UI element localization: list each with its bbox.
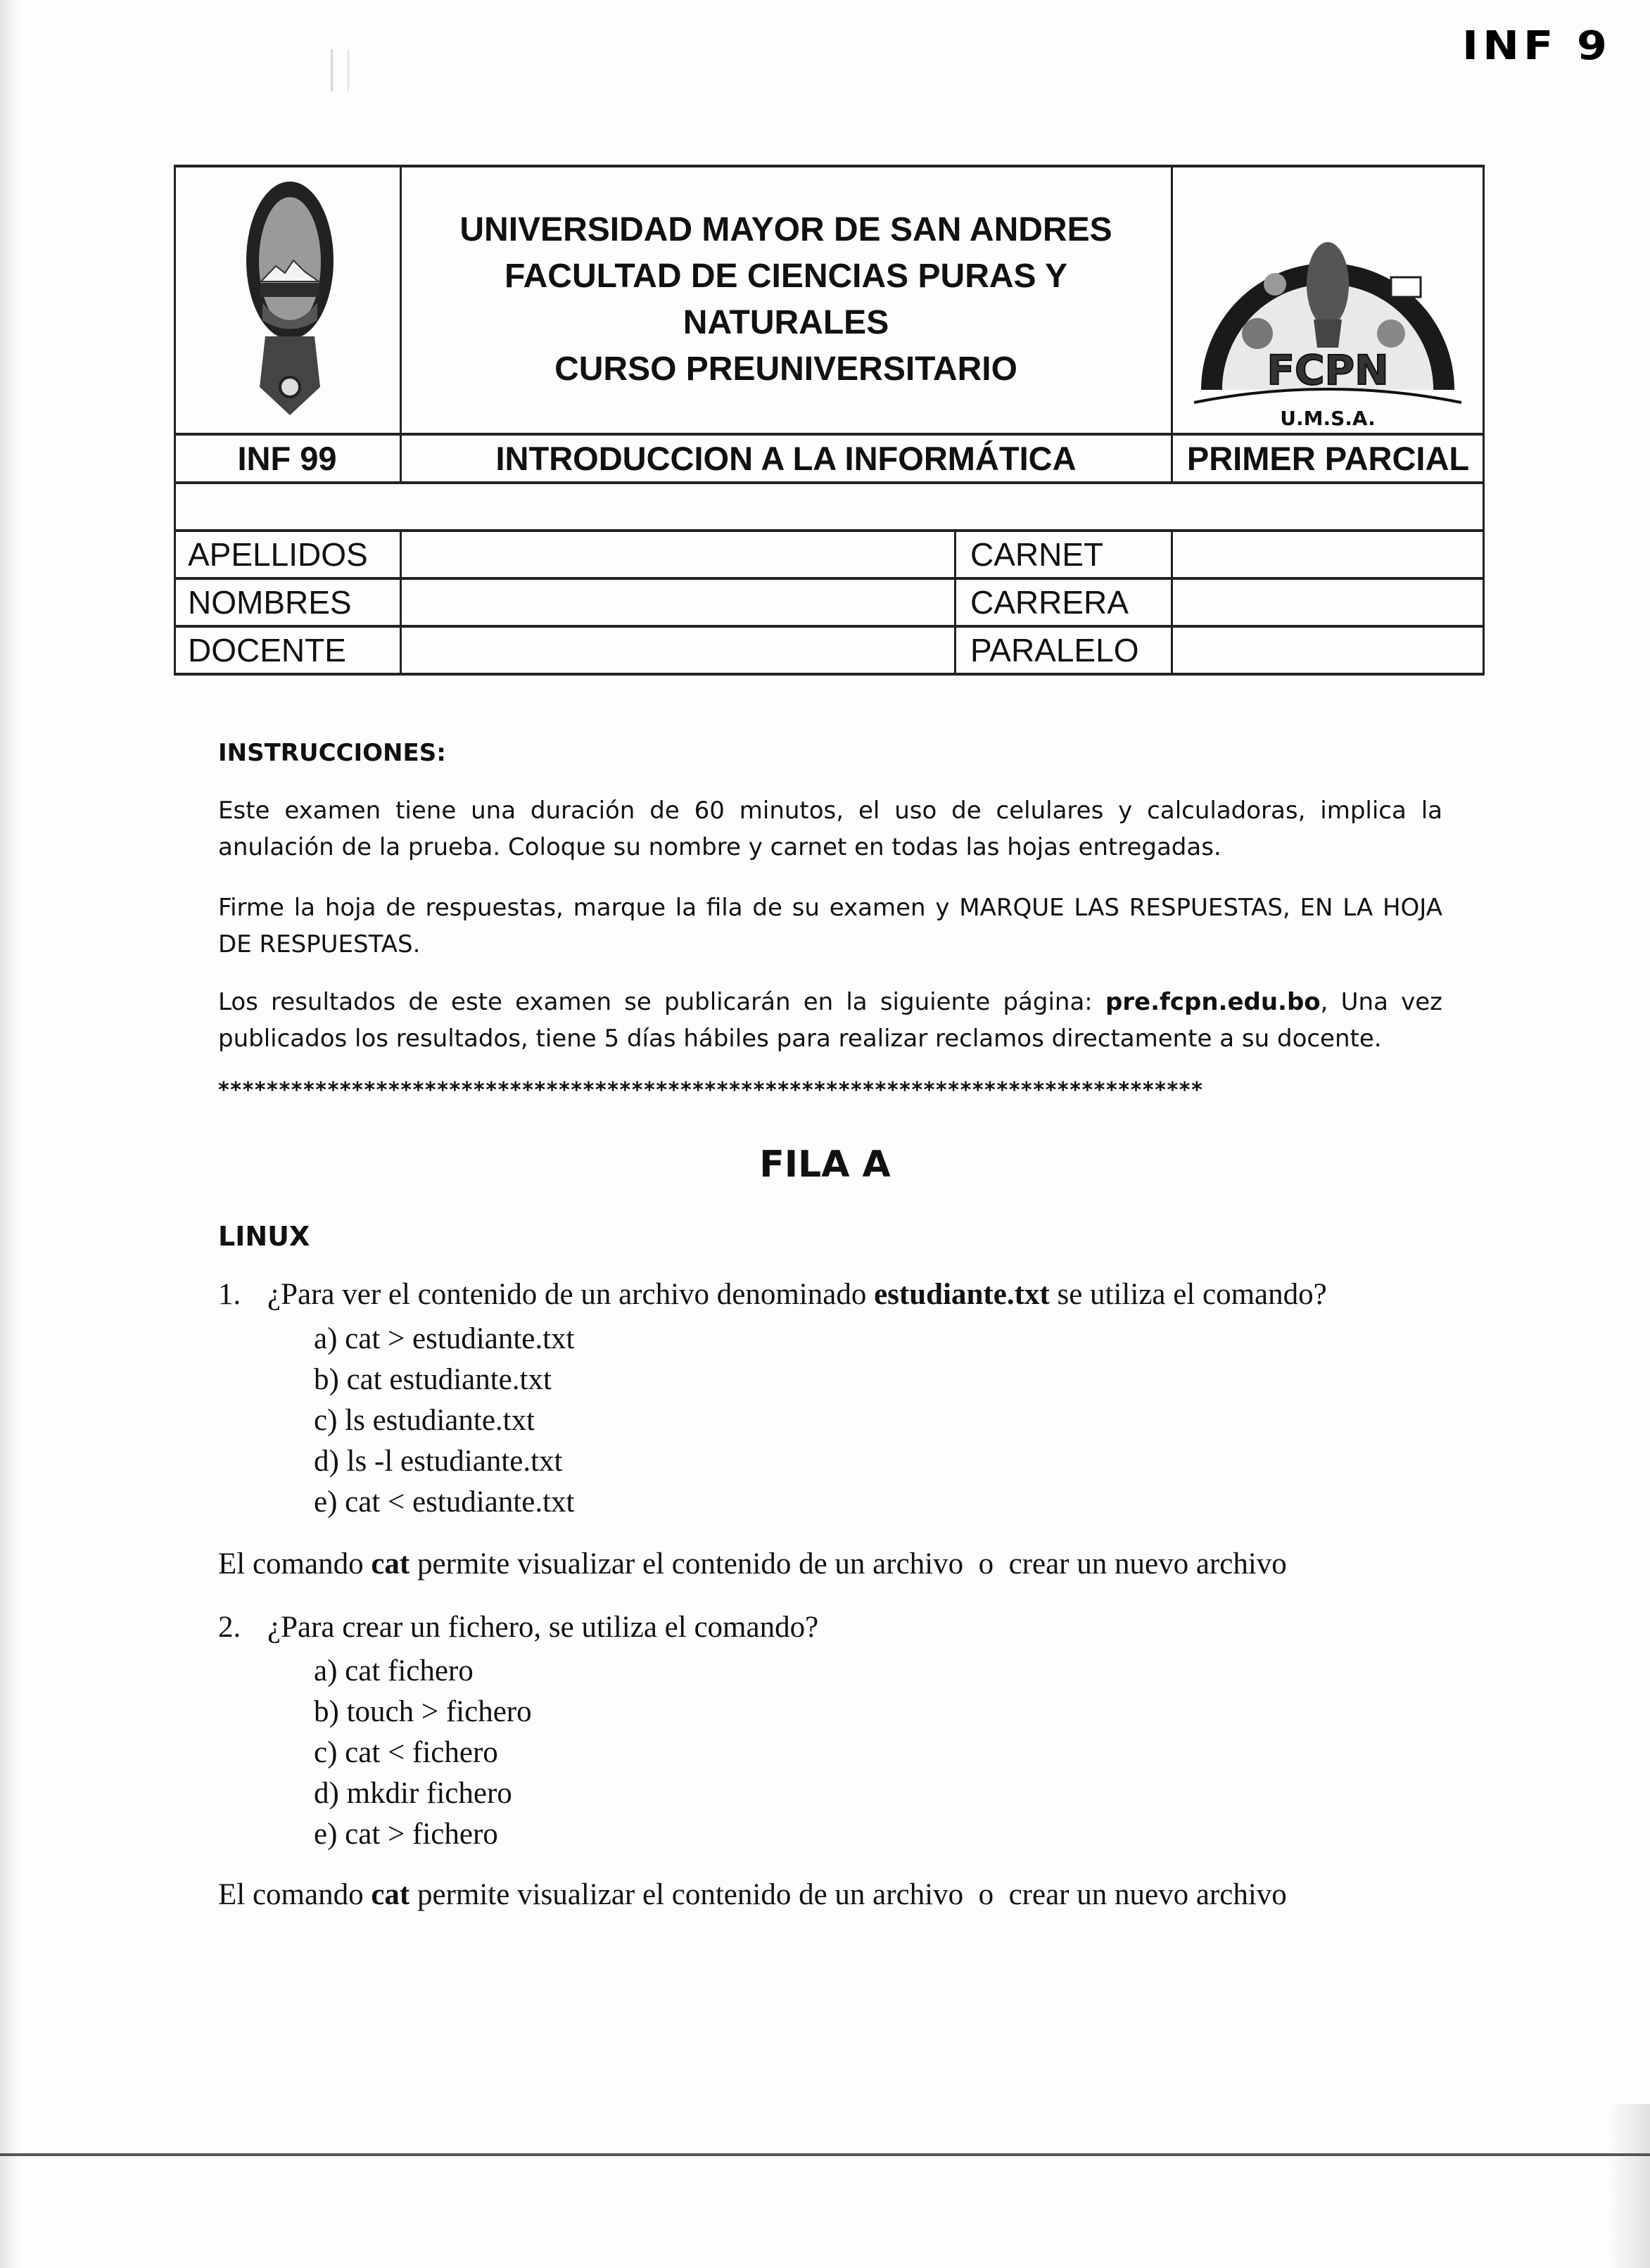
explanation-text: permite visualizar el contenido de un archivo o crear un nuevo archivo <box>410 1547 1287 1580</box>
answer-option: b) cat estudiante.txt <box>314 1363 552 1396</box>
institution-title <box>400 207 1172 393</box>
exam-name: PRIMER PARCIAL <box>1186 440 1470 477</box>
question-number: 2. <box>218 1611 241 1644</box>
instructions-title: INSTRUCCIONES: <box>218 739 446 767</box>
field-label-paralelo: PARALELO <box>970 632 1139 669</box>
question-2 <box>218 1610 818 1645</box>
results-text: , Una vez publicados los resultados, tiene 5 días hábiles para realizar reclamos directamente a su docente. <box>218 988 1443 1053</box>
explanation-text-bold: cat <box>371 1547 410 1580</box>
nombres-input[interactable] <box>402 578 954 626</box>
results-website-link: pre.fcpn.edu.bo <box>1105 988 1321 1016</box>
field-label-carnet: CARNET <box>970 536 1104 573</box>
answer-option: e) cat < estudiante.txt <box>314 1485 575 1519</box>
svg-text:FCPN: FCPN <box>1267 346 1389 394</box>
answer-explanation <box>218 1547 1287 1581</box>
explanation-text: permite visualizar el contenido de un archivo o crear un nuevo archivo <box>410 1878 1287 1911</box>
instructions-paragraph: Este examen tiene una duración de 60 minutos, el uso de celulares y calculadoras, implica la anulación de la prueba. Coloque su nombre y carnet en todas las hojas entregadas. <box>218 797 1442 861</box>
answer-option: a) cat fichero <box>314 1654 474 1687</box>
question-text: ¿Para ver el contenido de un archivo denominado <box>267 1278 875 1311</box>
answer-option: b) touch > fichero <box>314 1695 532 1728</box>
carrera-input[interactable] <box>1173 578 1483 626</box>
results-paragraph <box>218 984 1442 1057</box>
university-name: UNIVERSIDAD MAYOR DE SAN ANDRES <box>459 211 1112 248</box>
answer-explanation <box>218 1877 1287 1912</box>
page-bottom-rule <box>0 2153 1650 2156</box>
scan-edge-shadow <box>1608 2104 1650 2268</box>
docente-input[interactable] <box>402 626 954 674</box>
paralelo-input[interactable] <box>1173 626 1483 674</box>
explanation-text: El comando <box>218 1878 372 1911</box>
question-text-bold: estudiante.txt <box>874 1278 1050 1311</box>
results-text: Los resultados de este examen se publicarán en la siguiente página: <box>218 988 1105 1016</box>
fcpn-emblem-icon <box>1180 179 1476 432</box>
exam-row-title: FILA A <box>759 1143 891 1186</box>
section-title: LINUX <box>218 1221 310 1252</box>
umsa-crest-icon <box>237 176 343 429</box>
answer-option: d) ls -l estudiante.txt <box>314 1445 563 1478</box>
table-border <box>174 165 1485 167</box>
table-border <box>1483 165 1485 676</box>
explanation-text: El comando <box>218 1547 372 1580</box>
exam-header-table <box>174 165 1485 676</box>
scan-smudge <box>331 49 349 91</box>
field-label-apellidos: APELLIDOS <box>188 536 368 573</box>
field-label-carrera: CARRERA <box>970 584 1129 621</box>
course-name: INTRODUCCION A LA INFORMÁTICA <box>495 440 1077 477</box>
instructions-paragraph: Firme la hoja de respuestas, marque la fila de su examen y MARQUE LAS RESPUESTAS, EN LA HOJA DE RESPUESTAS. <box>218 894 1442 958</box>
explanation-text-bold: cat <box>371 1878 410 1911</box>
answer-option: d) mkdir fichero <box>314 1777 512 1810</box>
field-label-docente: DOCENTE <box>188 632 346 669</box>
question-number: 1. <box>218 1278 241 1311</box>
question-1 <box>218 1277 1327 1312</box>
scan-edge-shadow <box>0 0 20 2268</box>
answer-option: c) cat < fichero <box>314 1736 498 1769</box>
faculty-name: FACULTAD DE CIENCIAS PURAS Y NATURALES <box>504 258 1068 341</box>
answer-option: a) cat > estudiante.txt <box>314 1322 575 1355</box>
answer-option: c) ls estudiante.txt <box>314 1404 535 1437</box>
answer-option: e) cat > fichero <box>314 1818 498 1851</box>
svg-text:U.M.S.A.: U.M.S.A. <box>1280 407 1376 430</box>
field-label-nombres: NOMBRES <box>188 584 352 621</box>
handwritten-course-label: INF 9 <box>1462 22 1612 69</box>
question-text: ¿Para crear un fichero, se utiliza el comando? <box>267 1611 819 1644</box>
apellidos-input[interactable] <box>402 531 954 578</box>
question-text: se utiliza el comando? <box>1049 1278 1327 1311</box>
course-program: CURSO PREUNIVERSITARIO <box>554 350 1017 388</box>
separator-asterisks: ********************************************************************************* <box>218 1078 1204 1103</box>
carnet-input[interactable] <box>1173 531 1483 578</box>
course-code: INF 99 <box>237 440 337 477</box>
